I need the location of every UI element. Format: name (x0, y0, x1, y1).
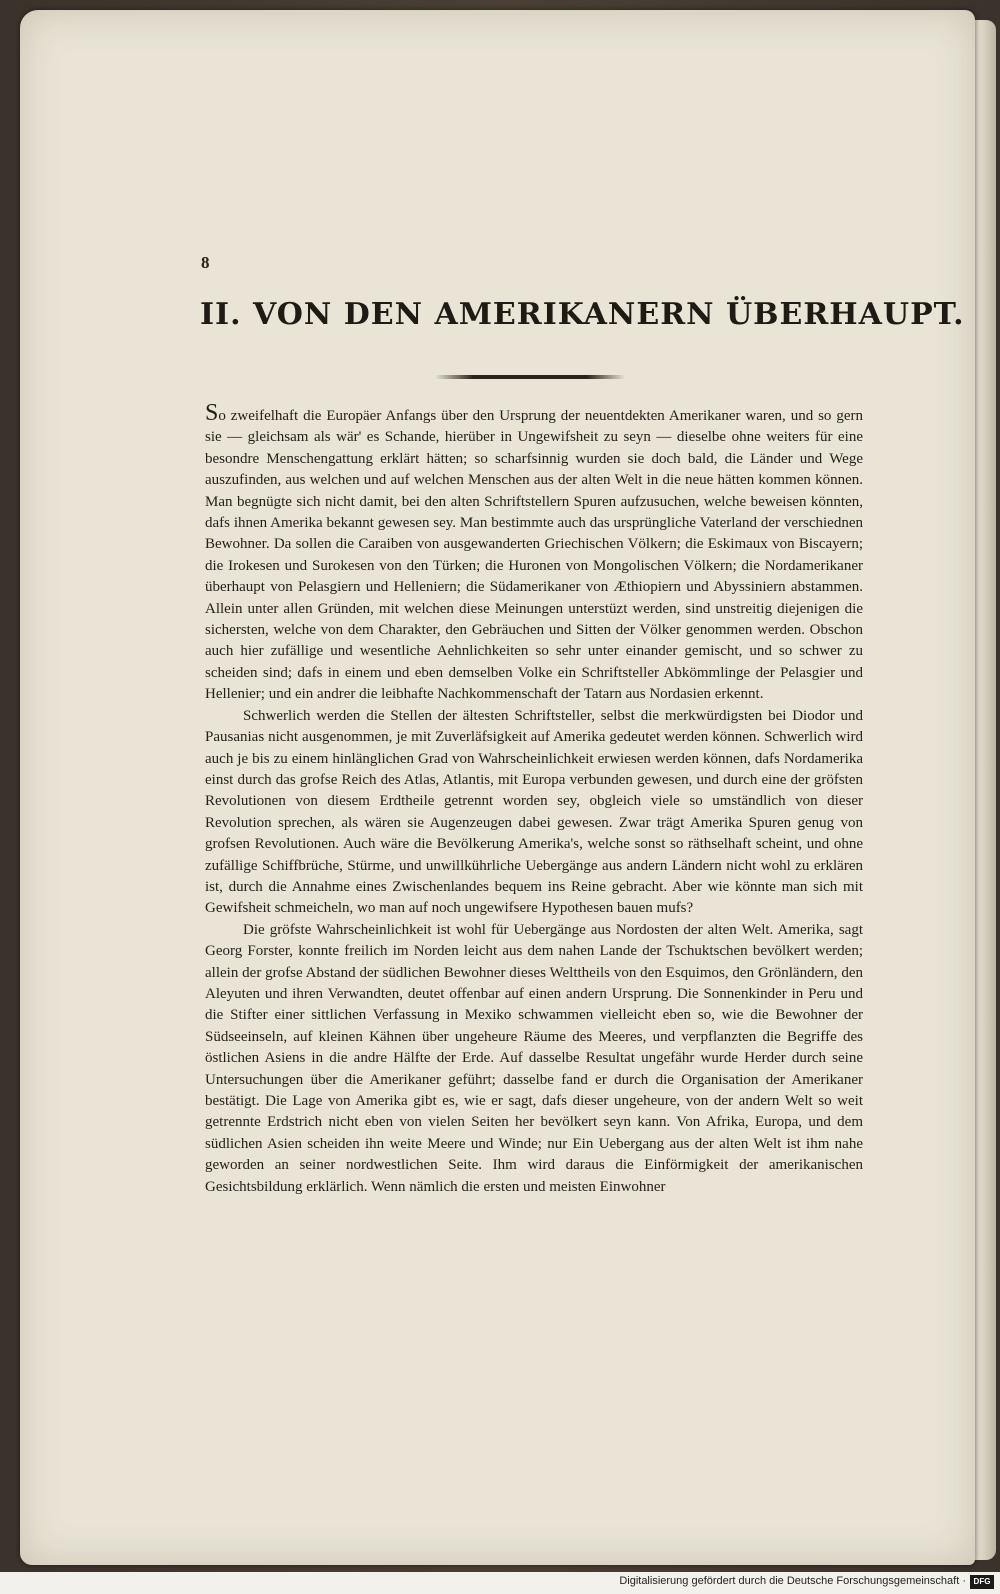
paragraph-2: Schwerlich werden die Stellen der ältesten Schriftsteller, selbst die merkwürdigsten bei Diodor und Pausanias nicht ausgenommen, je mit Zuverläfsigkeit auf Amerika gedeutet werden können. Schwerlich wird auch je bis zu einem hinlänglichen Grad von Wahrscheinlichkeit erwiesen werden können, dafs Nordamerika einst durch das grofse Reich des Atlas, Atlantis, mit Europa verbunden gewesen, und durch eine der gröfsten Revolutionen von diesem Erdtheile getrennt worden sey, obgleich viele so umständlich von dieser Revolution sprechen, als wären sie Augenzeugen dabei gewesen. Zwar trägt Amerika Spuren genug von grofsen Revolutionen. Auch wäre die Bevölkerung Amerika's, welche sonst so räthselhaft scheint, und ohne zufällige Schiffbrüche, Stürme, und unwillkührliche Uebergänge aus andern Ländern nicht wohl zu erklären ist, durch die Annahme eines Zwischenlandes bequem ins Reine gebracht. Aber wie könnte man sich mit Gewifsheit schmeicheln, wo man auf noch ungewifsere Hypothesen bauen mufs? (205, 707, 863, 917)
paragraph-1 (205, 400, 863, 706)
chapter-title: II. VON DEN AMERIKANERN ÜBERHAUPT. (200, 297, 965, 332)
drop-cap: S (205, 400, 219, 426)
title-divider (435, 375, 625, 379)
paragraph-3: Die gröfste Wahrscheinlichkeit ist wohl für Uebergänge aus Nordosten der alten Welt. Amerika, sagt Georg Forster, konnte freilich im Norden leicht aus dem nahen Lande der Tschuktschen bevölkert werden; allein der grofse Abstand der südlichen Bewohner dieses Welttheils von den Esquimos, den Grönländern, den Aleyuten und ihren Verwandten, deutet offenbar auf einen andern Ursprung. Die Sonnenkinder in Peru und die Stifter einer sittlichen Verfassung in Mexiko schwammen vielleicht eben so, wie die Bewohner der Südseeinseln, auf kleinen Kähnen über ungeheure Räume des Meeres, und verpflanzten die Begriffe des östlichen Asiens in die andre Hälfte der Erde. Auf dasselbe Resultat ungefähr wurde Herder durch seine Untersuchungen über die Amerikaner geführt; dasselbe fand er durch die Organisation der Amerikaner bestätigt. Die Lage von Amerika gibt es, wie er sagt, dafs dieser ungeheure, von der andern Welt so weit getrennte Erdstrich nicht eben von vielen Seiten her bevölkert seyn kann. Von Afrika, Europa, und dem südlichen Asien scheiden ihn weite Meere und Winde; nur Ein Uebergang aus der alten Welt ist ihm nahe geworden an seiner nordwestlichen Seite. Ihm wird daraus die Einförmigkeit der amerikanischen Gesichtsbildung erklärlich. Wenn nämlich die ersten und meisten Einwohner (205, 921, 863, 1195)
dfg-logo: DFG (970, 1575, 994, 1589)
page-number: 8 (201, 253, 210, 272)
body-text (205, 400, 863, 1198)
digitization-credit: Digitalisierung gefördert durch die Deutsche Forschungsgemeinschaft · (619, 1575, 966, 1587)
paragraph-1-text: o zweifelhaft die Europäer Anfangs über den Ursprung der neuentdekten Amerikaner waren, und so gern sie — gleichsam als wär' es Schande, hierüber in Ungewifsheit zu seyn — dieselbe ohne weiters für eine besondre Menschengattung erklärt hätten; so scharfsinnig wurden sie doch bald, die Länder und Wege auszufinden, aus welchen und auf welchen Menschen aus der alten Welt in die neue hätten kommen können. Man begnügte sich nicht damit, bei den alten Schriftstellern Spuren aufzusuchen, welche beweisen könnten, dafs ihnen Amerika bekannt gewesen sey. Man bestimmte auch das ursprüngliche Vaterland der verschiednen Bewohner. Da sollen die Caraiben von ausgewanderten Griechischen Völkern; die Eskimaux von Biscayern; die Irokesen und Surokesen von den Türken; die Huronen von Mongolischen Völkern; die Nordamerikaner überhaupt von Pelasgiern und Helleniern; die Südamerikaner von Æthiopiern und Abyssiniern abstammen. Allein unter allen Gründen, mit welchen diese Meinungen unterstüzt werden, sind unstreitig diejenigen die sichersten, welche von dem Charakter, den Gebräuchen und Sitten der Völker genommen werden. Obschon auch hier zufällige und wesentliche Aehnlichkeiten so sehr unter einander gemischt, und so schwer zu scheiden sind; dafs in einem und eben demselben Volke ein Schriftsteller Abkömmlinge der Pelasgier und Hellenier; und ein andrer die leibhafte Nachkommenschaft der Tatarn aus Nordasien erkennt. (205, 408, 863, 703)
